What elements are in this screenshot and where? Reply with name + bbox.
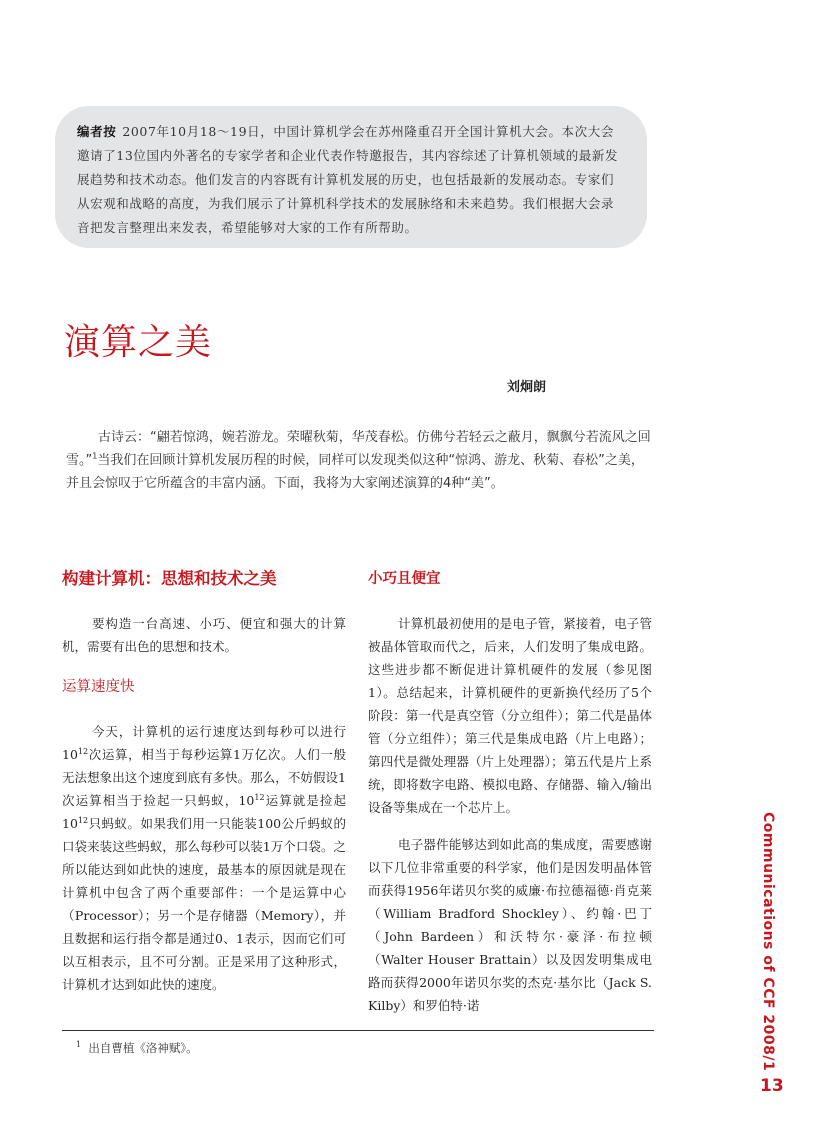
- speed-text-b: 次运算，相当于每秒运算1万亿次。人们一般无法想象出这个速度到底有多快。那么，不妨假设1次运算相当于捡起一只蚂蚁，10: [62, 747, 346, 808]
- footnote-text: 出自曹植《洛神赋》。: [88, 1041, 198, 1055]
- intro-text-2: 当我们在回顾计算机发展历程的时候，同样可以发现类似这种“惊鸿、游龙、秋菊、春松”之美，并且会惊叹于它所蕴含的丰富内涵。下面，我将为大家阐述演算的4种“美”。: [66, 453, 644, 491]
- editor-note-text: 2007年10月18～19日，中国计算机学会在苏州隆重召开全国计算机大会。本次大会邀请了13位国内外著名的专家学者和企业代表作特邀报告，其内容综述了计算机领域的最新发展趋势和技术动态。他们发言的内容既有计算机发展的历史，也包括最新的发展动态。专家们从宏观和战略的高度，为我们展示了计算机科学技术的发展脉络和未来趋势。我们根据大会录音把发言整理出来发表，希望能够对大家的工作有所帮助。: [77, 124, 619, 235]
- exponent: 12: [254, 792, 265, 802]
- page-number: 13: [760, 1076, 784, 1096]
- footnote-ref: 1: [92, 451, 98, 461]
- left-column: [62, 564, 346, 1010]
- article-title: 演算之美: [64, 322, 213, 363]
- small-paragraph-1: 计算机最初使用的是电子管，紧接着，电子管被晶体管取而代之，后来，人们发明了集成电路。这些进步都不断促进计算机硬件的发展（参见图1）。总结起来，计算机硬件的更新换代经历了5个阶段：第一代是真空管（分立组件）；第二代是晶体管（分立组件）；第三代是集成电路（片上电路）；第四代是微处理器（片上处理器）；第五代是片上系统，即将数字电路、模拟电路、存储器、输入/输出设备等集成在一个芯片上。: [368, 616, 652, 815]
- section-heading: 构建计算机：思想和技术之美: [62, 569, 277, 588]
- article-intro: [66, 426, 656, 495]
- journal-name: Communications of CCF 2008/1: [760, 812, 776, 1072]
- speed-text-d: 只蚂蚁。如果我们用一只能装100公斤蚂蚁的口袋来装这些蚂蚁，那么每秒可以装1万个口袋。之所以能达到如此快的速度，最基本的原因就是现在计算机中包含了两个重要部件：一个是运算中心（Processor）；另一个是存储器（Memory），并且数据和运行指令都是通过0、1表示，因而它们可以互相表示，且不可分割。正是采用了这种形式，计算机才达到如此快的速度。: [62, 816, 346, 992]
- speed-text-c: 运算就是捡起10: [62, 793, 346, 831]
- editor-note-box: [55, 106, 647, 248]
- footnote: [76, 1040, 198, 1056]
- speed-text-a: 今天，计算机的运行速度达到每秒可以进行10: [62, 724, 346, 762]
- right-column: [368, 564, 652, 1031]
- editor-note-label: 编者按: [77, 124, 117, 139]
- exponent: 12: [77, 746, 89, 756]
- speed-paragraph: [62, 720, 346, 996]
- small-paragraph-2: 电子器件能够达到如此高的集成度，需要感谢以下几位非常重要的科学家，他们是因发明晶体管而获得1956年诺贝尔奖的威廉·布拉德福德·肖克莱（William Bradford Shockley）、约翰·巴丁（John Bardeen）和沃特尔·豪泽·布拉顿（Walter Houser Brattain）以及因发明集成电路而获得2000年诺贝尔奖的杰克·基尔比（Jack S. Kilby）和罗伯特·诺: [368, 837, 652, 1013]
- subsection-heading-small: 小巧且便宜: [368, 571, 441, 587]
- footnote-marker: 1: [76, 1040, 82, 1050]
- exponent: 12: [77, 815, 89, 825]
- section-paragraph: 要构造一台高速、小巧、便宜和强大的计算机，需要有出色的思想和技术。: [62, 616, 346, 654]
- subsection-heading-speed: 运算速度快: [62, 679, 135, 695]
- footnote-divider: [62, 1030, 654, 1031]
- intro-text-1: 古诗云：“翩若惊鸿，婉若游龙。荣曜秋菊，华茂春松。仿佛兮若轻云之蔽月，飘飘兮若流风之回雪。”: [66, 430, 651, 468]
- article-author: 刘炯朗: [507, 380, 547, 395]
